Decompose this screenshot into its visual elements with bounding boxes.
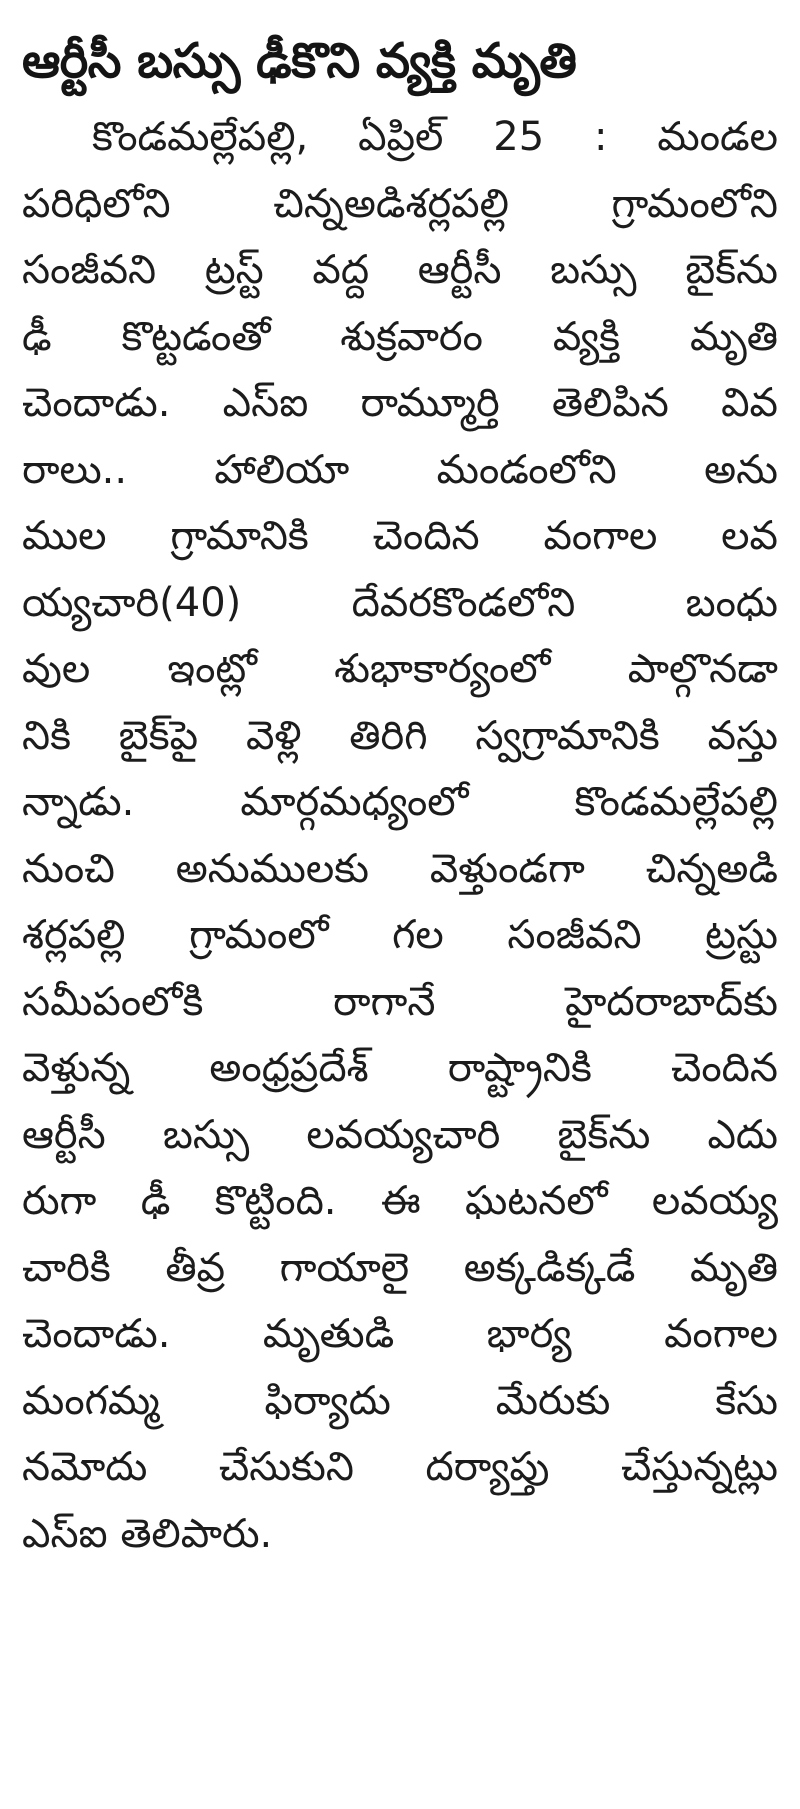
article-line: య్యచారి(40) దేవరకొండలోని బంధు [22,579,778,626]
article-line: ఢీ కొట్టడంతో శుక్రవారం వ్యక్తి మృతి [22,313,778,360]
article-line: రుగా ఢీ కొట్టింది. ఈ ఘటనలో లవయ్య [22,1178,778,1224]
article-line: మంగమ్మ ఫిర్యాదు మేరుకు కేసు [22,1377,778,1424]
article-line: చెందాడు. మృతుడి భార్య వంగాల [22,1311,778,1357]
article-line: నమోదు చేసుకుని దర్యాప్తు చేస్తున్నట్లు [22,1444,778,1490]
article-line: నికి బైక్‌పై వెళ్లి తిరిగి స్వగ్రామానికి వస్తు [22,712,778,759]
article-line: న్నాడు. మార్గమధ్యంలో కొండమల్లేపల్లి [22,779,778,825]
article-line: చెందాడు. ఎస్ఐ రామ్మూర్తి తెలిపిన వివ [22,380,778,426]
article-line: ముల గ్రామానికి చెందిన వంగాల లవ [22,513,778,559]
article-line: పరిధిలోని చిన్నఅడిశర్లపల్లి గ్రామంలోని [22,180,778,227]
article-line: కొండమల్లేపల్లి, ఏప్రిల్ 25 : మండల [92,114,778,160]
article-line: సమీపంలోకి రాగానే హైదరాబాద్‌కు [22,978,778,1025]
article-line: వెళ్తున్న అంధ్రప్రదేశ్ రాష్ట్రానికి చెందిన [22,1045,778,1091]
article-line: నుంచి అనుములకు వెళ్తుండగా చిన్నఅడి [22,845,778,892]
article-line: వుల ఇంట్లో శుభాకార్యంలో పాల్గొనడా [22,646,778,692]
article-headline: ఆర్టీసీ బస్సు ఢీకొని వ్యక్తి మృతి [22,33,577,89]
article-line: ఆర్టీసీ బస్సు లవయ్యచారి బైక్‌ను ఎదు [22,1111,778,1158]
article-line: చారికి తీవ్ర గాయాలై అక్కడిక్కడే మృతి [22,1244,778,1291]
article-line: రాలు.. హాలియా మండంలోని అను [22,446,778,493]
article-line: సంజీవని ట్రస్ట్ వద్ద ఆర్టీసీ బస్సు బైక్‌ను [22,247,778,293]
article-line: ఎస్ఐ తెలిపారు. [22,1510,273,1557]
article-line: శర్లపల్లి గ్రామంలో గల సంజీవని ట్రస్టు [22,912,778,958]
article-body [22,104,778,1567]
